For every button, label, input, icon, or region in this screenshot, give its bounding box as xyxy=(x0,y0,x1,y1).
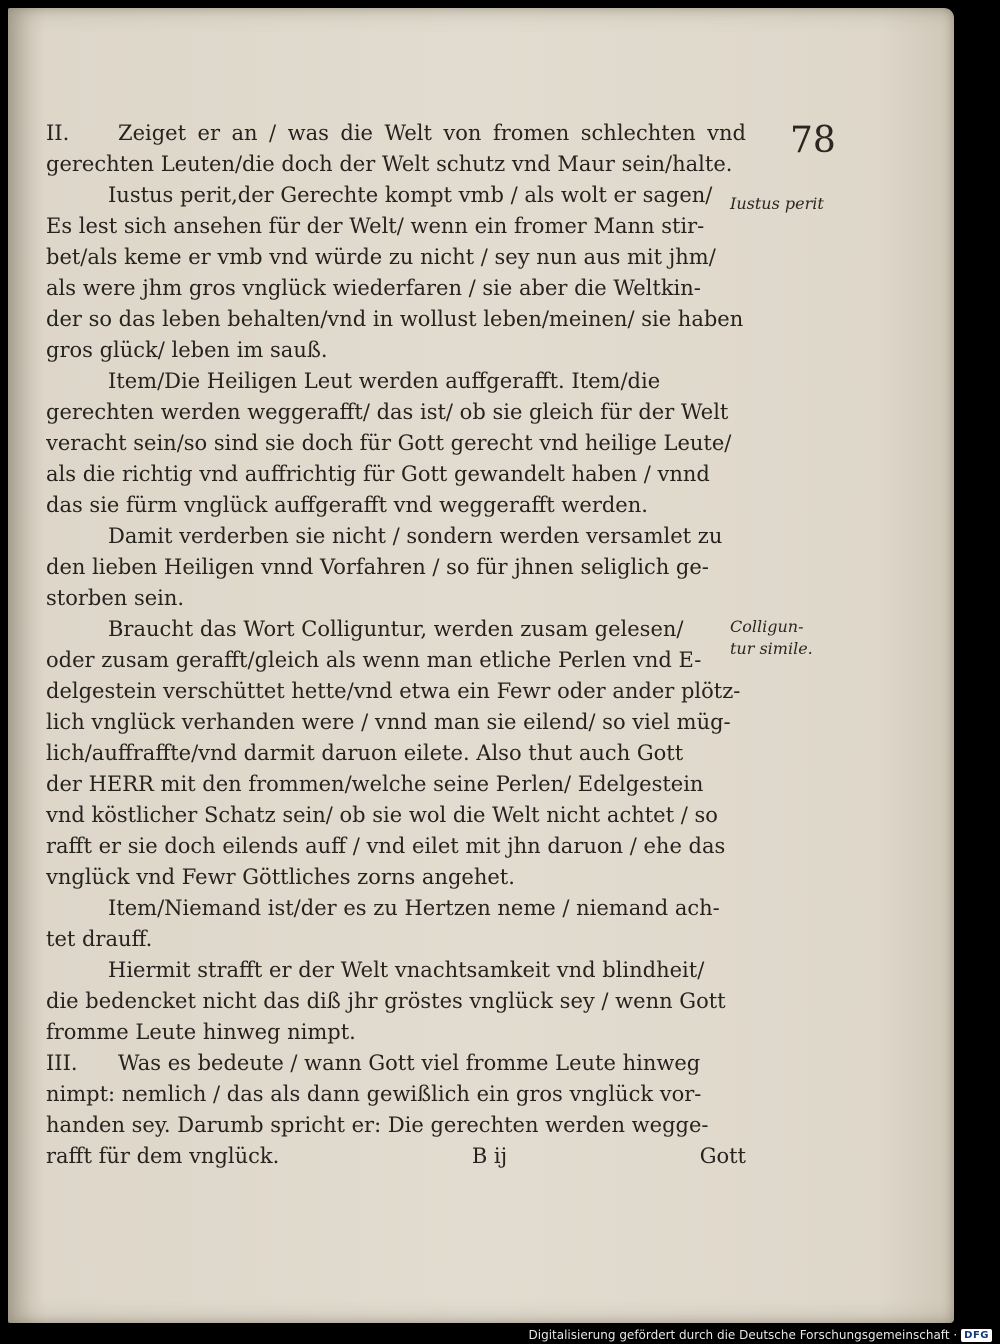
text-line: storben sein. xyxy=(46,586,185,610)
text-line: als die richtig vnd auffrichtig für Gott gewandelt haben / vnnd xyxy=(46,462,710,486)
text-line: Iustus perit,der Gerechte kompt vmb / als wolt er sagen/ xyxy=(108,183,713,207)
text-line: gerechten werden weggerafft/ das ist/ ob sie gleich für der Welt xyxy=(46,400,729,424)
text-line: III. Was es bedeute / wann Gott viel fromme Leute hinweg xyxy=(46,1048,746,1079)
page-number: 78 xyxy=(790,120,836,161)
text-line: bet/als keme er vmb vnd würde zu nicht / sey nun aus mit jhm/ xyxy=(46,245,716,269)
text-line: vnglück vnd Fewr Göttliches zorns angehet. xyxy=(46,865,515,889)
catchword: Gott xyxy=(699,1144,746,1168)
text-line: den lieben Heiligen vnnd Vorfahren / so für jhnen seliglich ge- xyxy=(46,555,709,579)
text-line: tet drauff. xyxy=(46,927,153,951)
text-line: der HERR mit den frommen/welche seine Perlen/ Edelgestein xyxy=(46,772,704,796)
dfg-logo: DFG xyxy=(961,1329,992,1342)
text-line: das sie fürm vnglück auffgerafft vnd weggerafft werden. xyxy=(46,493,648,517)
text-line: rafft für dem vnglück. B ij Gott xyxy=(46,1141,746,1172)
text-line: fromme Leute hinweg nimpt. xyxy=(46,1020,356,1044)
section-number: III. xyxy=(46,1051,78,1075)
text-line: Item/Die Heiligen Leut werden auffgerafft. Item/die xyxy=(108,369,661,393)
section-number: II. xyxy=(46,121,70,145)
text-line: Es lest sich ansehen für der Welt/ wenn ein fromer Mann stir- xyxy=(46,214,705,238)
text-line: nimpt: nemlich / das als dann gewißlich ein gros vnglück vor- xyxy=(46,1082,702,1106)
text-line: handen sey. Darumb spricht er: Die gerechten werden wegge- xyxy=(46,1113,709,1137)
text-line: II. Zeiget er an / was die Welt von fromen schlechten vnd xyxy=(46,118,746,149)
text-line: der so das leben behalten/vnd in wollust leben/meinen/ sie haben xyxy=(46,307,744,331)
book-page xyxy=(8,8,954,1323)
text-line: rafft er sie doch eilends auff / vnd eilet mit jhn daruon / ehe das xyxy=(46,834,726,858)
text-line: veracht sein/so sind sie doch für Gott gerecht vnd heilige Leute/ xyxy=(46,431,732,455)
text-line: vnd köstlicher Schatz sein/ ob sie wol die Welt nicht achtet / so xyxy=(46,803,718,827)
text-line: die bedencket nicht das diß jhr gröstes vnglück sey / wenn Gott xyxy=(46,989,726,1013)
credit-text: Digitalisierung gefördert durch die Deutsche Forschungsgemeinschaft · xyxy=(528,1328,958,1342)
body-text xyxy=(46,118,746,1172)
text-line: lich/auffraffte/vnd darmit daruon eilete. Also thut auch Gott xyxy=(46,741,684,765)
text-line: delgestein verschüttet hette/vnd etwa ein Fewr oder ander plötz- xyxy=(46,679,741,703)
margin-note-iustus: Iustus perit xyxy=(730,194,824,213)
signature-mark: B ij xyxy=(471,1144,508,1168)
text-line: als were jhm gros vnglück wiederfaren / sie aber die Weltkin- xyxy=(46,276,701,300)
text-line: Damit verderben sie nicht / sondern werden versamlet zu xyxy=(108,524,723,548)
text-line: Item/Niemand ist/der es zu Hertzen neme / niemand ach- xyxy=(108,896,720,920)
text-line: gerechten Leuten/die doch der Welt schutz vnd Maur sein/halte. xyxy=(46,152,733,176)
text-line: Braucht das Wort Colliguntur, werden zusam gelesen/ xyxy=(108,617,684,641)
text-line: Hiermit strafft er der Welt vnachtsamkeit vnd blindheit/ xyxy=(108,958,705,982)
text-line: gros glück/ leben im sauß. xyxy=(46,338,328,362)
text-line: oder zusam gerafft/gleich als wenn man etliche Perlen vnd E- xyxy=(46,648,702,672)
text-line: lich vnglück verhanden were / vnnd man sie eilend/ so viel müg- xyxy=(46,710,731,734)
funding-credit xyxy=(529,1328,992,1342)
margin-note-colliguntur: Colligun- tur simile. xyxy=(730,617,813,658)
